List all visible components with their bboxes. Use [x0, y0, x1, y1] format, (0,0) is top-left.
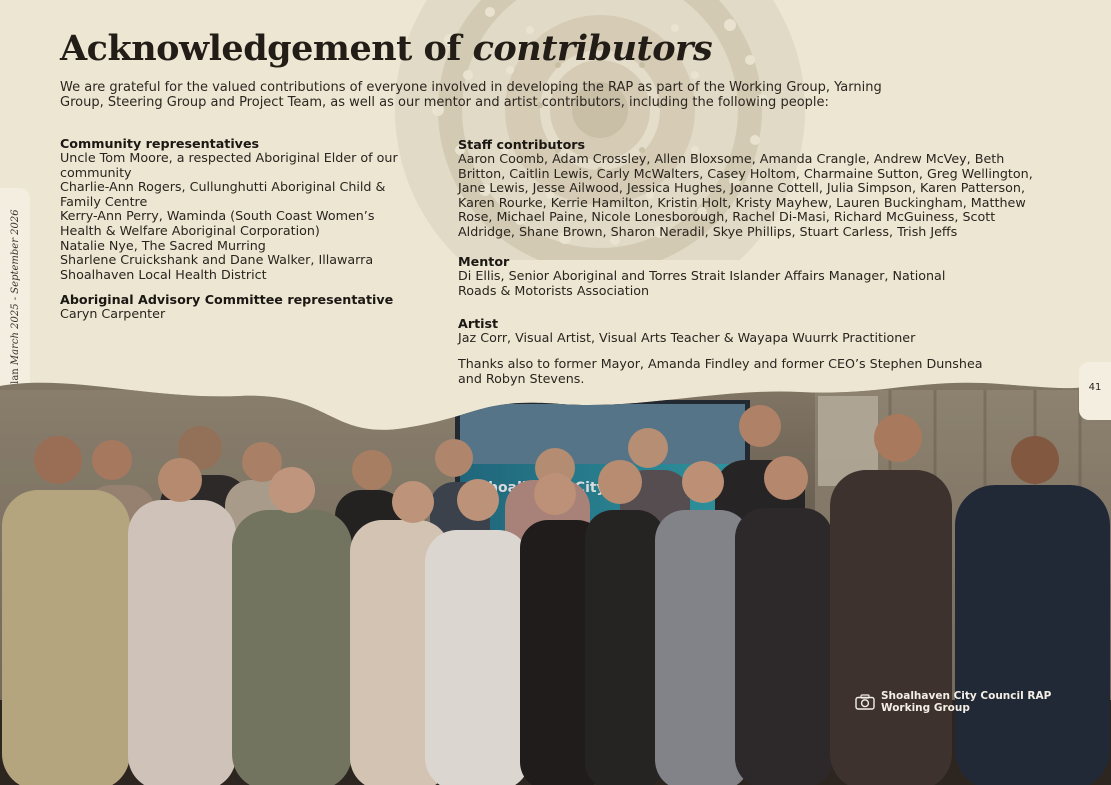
- mentor-line: Roads & Motorists Association: [458, 282, 650, 298]
- title-emphasis: contributors: [472, 28, 713, 69]
- community-representatives-section: [60, 136, 440, 282]
- group-photo: [0, 370, 1111, 785]
- community-line: Shoalhaven Local Health District: [60, 266, 267, 282]
- staff-line: Jane Lewis, Jesse Ailwood, Jessica Hughes, Joanne Cottell, Julia Simpson, Karen Patterson,: [458, 180, 1025, 196]
- photo-caption: [855, 690, 1051, 714]
- staff-line: Karen Rourke, Kerrie Hamilton, Kristin Holt, Kristy Mayhew, Lauren Buckingham, Matthew: [458, 194, 1026, 210]
- title-main: Acknowledgement of: [60, 28, 461, 69]
- staff-list: [458, 152, 1058, 240]
- caption-line: Working Group: [881, 702, 970, 714]
- page-number-tab: [1079, 362, 1111, 420]
- staff-heading: Staff contributors: [458, 137, 586, 152]
- community-line: Uncle Tom Moore, a respected Aboriginal Elder of our: [60, 150, 398, 165]
- community-line: Charlie-Ann Rogers, Cullunghutti Aboriginal Child &: [60, 179, 386, 195]
- community-line: Sharlene Cruickshank and Dane Walker, Illawarra: [60, 252, 374, 268]
- mentor-heading: Mentor: [458, 254, 510, 269]
- caption-line: Shoalhaven City Council RAP: [881, 690, 1052, 702]
- thanks-line: Thanks also to former Mayor, Amanda Findley and former CEO’s Stephen Dunshea: [458, 356, 983, 371]
- artist-text: Jaz Corr, Visual Artist, Visual Arts Teacher & Wayapa Wuurrk Practitioner: [458, 330, 916, 345]
- staff-line: Aaron Coomb, Adam Crossley, Allen Bloxsome, Amanda Crangle, Andrew McVey, Beth: [458, 151, 1005, 166]
- artist-heading: Artist: [458, 316, 499, 331]
- page-number: 41: [1088, 382, 1102, 393]
- mentor-line: Di Ellis, Senior Aboriginal and Torres Strait Islander Affairs Manager, National: [458, 268, 946, 283]
- staff-line: Rose, Michael Paine, Nicole Lonesborough, Rachel Di-Masi, Richard McGuiness, Scott: [458, 209, 996, 225]
- advisory-committee-section: [60, 292, 440, 322]
- thanks-line: and Robyn Stevens.: [458, 370, 585, 386]
- community-line: Kerry-Ann Perry, Waminda (South Coast Women’s: [60, 208, 375, 224]
- staff-line: Aldridge, Shane Brown, Sharon Neradil, Skye Phillips, Stuart Carless, Trish Jeffs: [458, 223, 958, 239]
- group-photo-illustration: [0, 370, 1111, 785]
- staff-line: Britton, Caitlin Lewis, Carly McWalters, Casey Holtom, Charmaine Sutton, Greg Wellington,: [458, 165, 1033, 181]
- staff-contributors-section: [458, 137, 1058, 240]
- camera-icon: [855, 694, 875, 710]
- community-line: community: [60, 164, 132, 180]
- side-label-dates: March 2025 - September 2026: [10, 209, 21, 366]
- mentor-section: [458, 254, 978, 298]
- artist-section: [458, 316, 1018, 346]
- community-line: Family Centre: [60, 193, 148, 209]
- page-title: [60, 28, 712, 69]
- community-line: Health & Welfare Aboriginal Corporation): [60, 222, 320, 238]
- intro-paragraph: We are grateful for the valued contributions of everyone involved in developing the RAP as part of the Working Group, Yarning Group, Steering Group and Project Team, as well as our mentor and artist contributors, including the following people:: [60, 80, 882, 110]
- mentor-text: [458, 269, 978, 298]
- community-list: [60, 151, 440, 282]
- caption-text: [881, 690, 1051, 714]
- community-heading: Community representatives: [60, 136, 260, 151]
- advisory-heading: Aboriginal Advisory Committee representative: [60, 292, 394, 307]
- advisory-name: Caryn Carpenter: [60, 306, 166, 321]
- screen-text: City: [574, 480, 606, 496]
- community-line: Natalie Nye, The Sacred Murring: [60, 237, 266, 253]
